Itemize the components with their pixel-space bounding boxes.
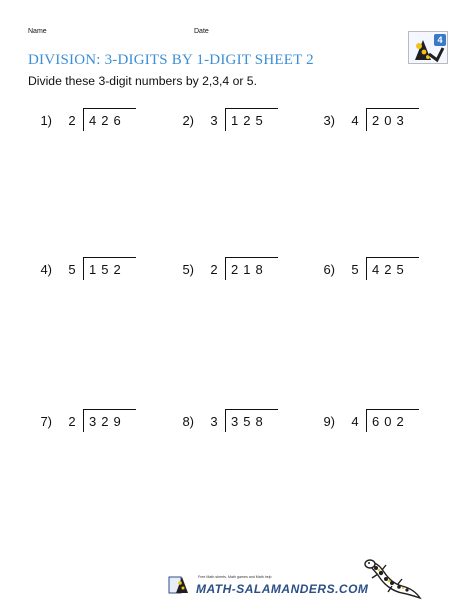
dividend: 125 <box>231 113 268 128</box>
math-salamanders-logo-icon <box>168 573 194 597</box>
footer-logo <box>168 573 369 599</box>
problem-number: 1) <box>40 113 52 128</box>
problem-number: 8) <box>182 414 194 429</box>
problem-number: 9) <box>323 414 335 429</box>
grade-logo <box>408 31 448 64</box>
name-label: Name <box>28 28 47 35</box>
divisor: 2 <box>68 414 76 429</box>
dividend: 329 <box>89 414 126 429</box>
date-label: Date <box>194 28 209 35</box>
problem-number: 6) <box>323 262 335 277</box>
problem-number: 3) <box>323 113 335 128</box>
dividend: 602 <box>372 414 409 429</box>
dividend: 358 <box>231 414 268 429</box>
salamander-icon <box>362 556 424 602</box>
page-title: DIVISION: 3-DIGITS BY 1-DIGIT SHEET 2 <box>28 52 314 68</box>
dividend: 152 <box>89 262 126 277</box>
dividend: 218 <box>231 262 268 277</box>
footer-brand: MATH-SALAMANDERS.COM <box>196 582 369 596</box>
instructions: Divide these 3-digit numbers by 2,3,4 or 5. <box>28 74 257 88</box>
problem-number: 5) <box>182 262 194 277</box>
dividend: 425 <box>372 262 409 277</box>
dividend: 203 <box>372 113 409 128</box>
divisor: 5 <box>351 262 359 277</box>
divisor: 2 <box>68 113 76 128</box>
problem-number: 2) <box>182 113 194 128</box>
divisor: 2 <box>210 262 218 277</box>
divisor: 4 <box>351 414 359 429</box>
divisor: 4 <box>351 113 359 128</box>
footer-tagline: Free Math sheets, Math games and Math help <box>198 575 272 579</box>
dividend: 426 <box>89 113 126 128</box>
divisor: 3 <box>210 113 218 128</box>
problem-number: 4) <box>40 262 52 277</box>
grade-number: 4 <box>434 34 446 46</box>
divisor: 5 <box>68 262 76 277</box>
problem-number: 7) <box>40 414 52 429</box>
divisor: 3 <box>210 414 218 429</box>
